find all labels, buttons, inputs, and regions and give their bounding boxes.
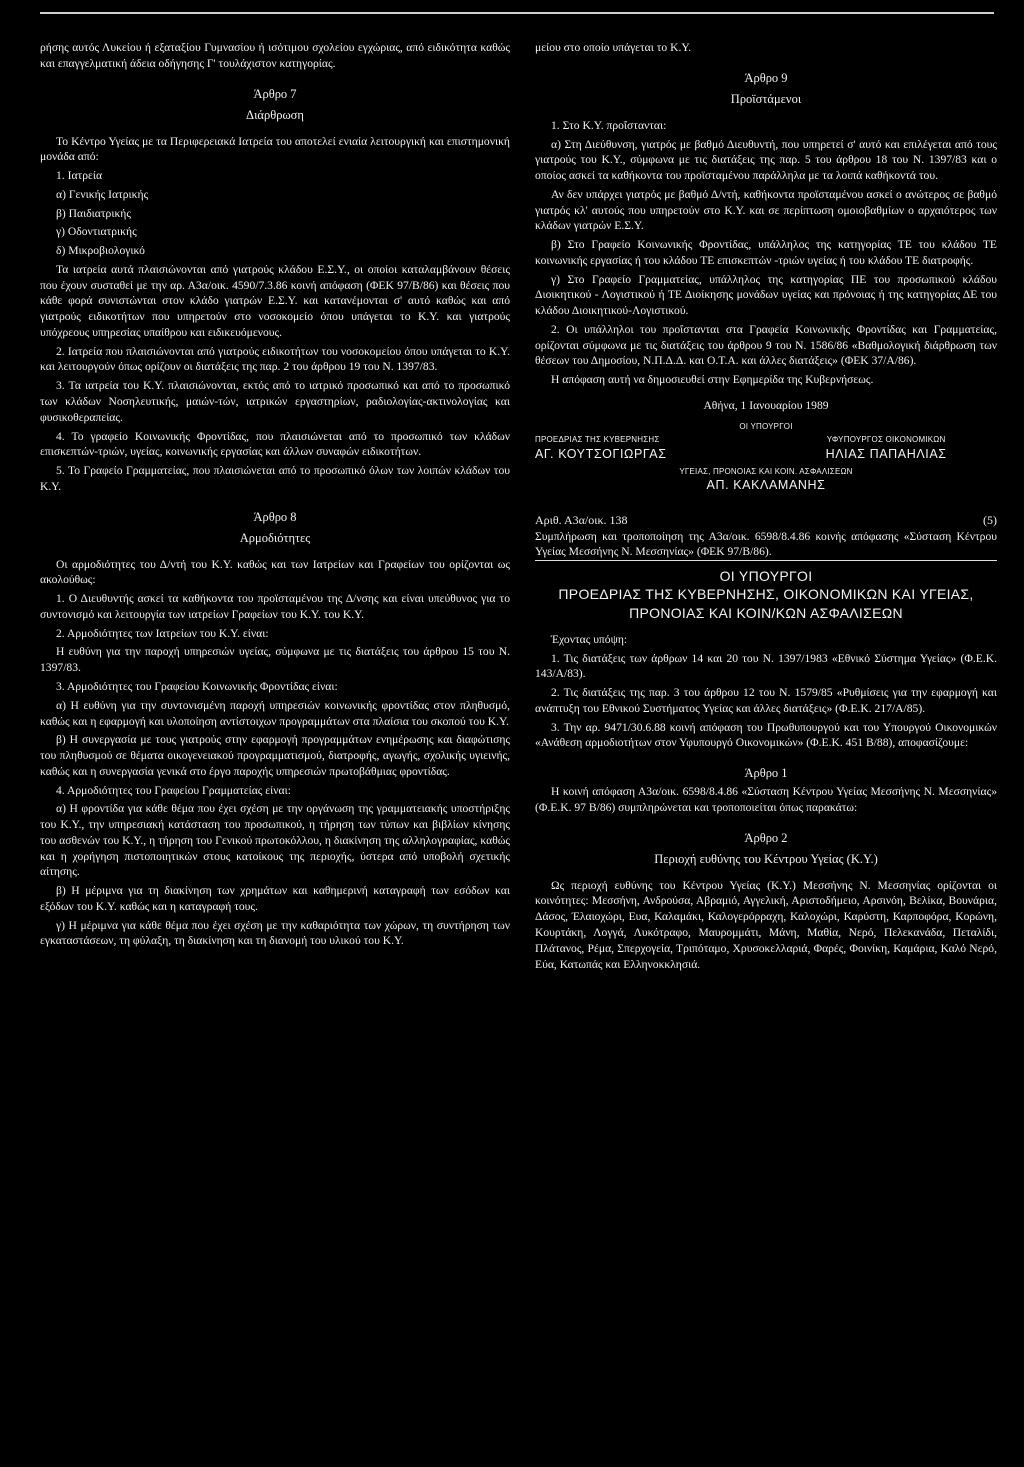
list-item: δ) Μικροβιολογικό bbox=[56, 244, 145, 258]
article-8-paragraph: Η ευθύνη για την παροχή υπηρεσιών υγείας, σύμφωνα με τις διατάξεις του άρθρου 15 του Ν. 1397/83. bbox=[40, 645, 510, 675]
ministers-heading-line: ΠΡΟΕΔΡΙΑΣ ΤΗΣ ΚΥΒΕΡΝΗΣΗΣ, ΟΙΚΟΝΟΜΙΚΩΝ ΚΑΙ ΥΓΕΙΑΣ, ΠΡΟΝΟΙΑΣ ΚΑΙ ΚΟΙΝ/ΚΩΝ ΑΣΦΑΛΙΣΕΩΝ bbox=[558, 586, 974, 621]
article-9-subtitle: Προϊστάμενοι bbox=[730, 91, 802, 106]
continuation-line: μείου στο οποίο υπάγεται το Κ.Υ. bbox=[535, 41, 692, 54]
article-9-paragraph: Αν δεν υπάρχει γιατρός με βαθμό Δ/ντή, καθήκοντα προϊσταμένου ασκεί ο ανώτερος σε βαθμό γιατρός κλ' αυτούς που υπηρετούν στο Κ.Υ. και σε περίπτωση ομοιοβαθμίων ο αρχαιότερος των κλάδων γιατρών Ε.Σ.Υ. bbox=[535, 187, 997, 233]
article-7-paragraph: 5. Το Γραφείο Γραμματείας, που πλαισιώνεται από το προσωπικό όλων των λοιπών κλάδων του Κ.Υ. bbox=[40, 464, 510, 493]
signature-block bbox=[535, 435, 757, 463]
article-8-paragraph: 3. Αρμοδιότητες του Γραφείου Κοινωνικής Φροντίδας είναι: bbox=[56, 679, 338, 693]
article-8-subtitle: Αρμοδιότητες bbox=[239, 530, 311, 545]
reference-index: (5) bbox=[983, 513, 997, 528]
article-8-paragraph: α) Η ευθύνη για την συντονισμένη παροχή υπηρεσιών κοινωνικής φροντίδας στον πληθυσμό, καθώς και η εφαρμογή και υλοποίηση αντίστοιχων προγραμμάτων στα πλαίσια του σκοπού του Κ.Υ. bbox=[40, 698, 510, 728]
article-8-paragraph: β) Η μέριμνα για τη διακίνηση των χρημάτων και καθημερινή καταγραφή των εσόδων και εξόδων του Κ.Υ. καθώς και η καταγραφή τους. bbox=[40, 884, 510, 913]
article-9-paragraph: 2. Οι υπάλληλοι του προΐστανται στα Γραφεία Κοινωνικής Φροντίδας και Γραμματείας, ορίζονται σύμφωνα με τις διατάξεις του άρθρου 9 του Ν. 1586/86 «Βαθμολογική διάρθρωση των θέσεων του Δημοσίου, Ν.Π.Δ.Δ. και Ο.Τ.Α. και άλλες διατάξεις» (ΦΕΚ 37/Α/86). bbox=[535, 322, 997, 368]
left-column bbox=[40, 40, 510, 952]
article-7-paragraph: 4. Το γραφείο Κοινωνικής Φροντίδας, που πλαισιώνεται από το προσωπικό των κλάδων επισκεπτών-τριών, υγείας, κοινωνικής εργασίας και άλλων συναφών ειδικοτήτων. bbox=[40, 429, 510, 459]
article-9-paragraph: γ) Στο Γραφείο Γραμματείας, υπάλληλος της κατηγορίας ΠΕ του προσωπικού κλάδου Διοικητικού - Λογιστικού ή ΤΕ Διοίκησης μονάδων υγείας και πρόνοιας ή της κατηγορίας ΔΕ του κλάδου Διοικητικού-Λογιστικού. bbox=[535, 272, 997, 318]
article-8-paragraph: 1. Ο Διευθυντής ασκεί τα καθήκοντα του προϊσταμένου της Δ/νσης και είναι υπεύθυνος για το συντονισμό και λειτουργία των ιατρείων Γραφείων του Κ.Υ. του Κ.Υ. bbox=[40, 592, 510, 621]
signature-name: ΗΛΙΑΣ ΠΑΠΑΗΛΙΑΣ bbox=[825, 446, 947, 461]
signature-role: ΠΡΟΕΔΡΙΑΣ ΤΗΣ ΚΥΒΕΡΝΗΣΗΣ bbox=[535, 434, 660, 444]
article-9-title: Άρθρο 9 bbox=[744, 70, 788, 85]
article-7-paragraph: 3. Τα ιατρεία του Κ.Υ. πλαισιώνονται, εκτός από το ιατρικό προσωπικό και από το προσωπικό των κλάδων Νοσηλευτικής, μαιών-τών, ιατρικών εργαστηρίων, ραδιολογίας-ακτινολογίας και φυσικοθεραπείας. bbox=[40, 379, 510, 424]
ministers-label: ΟΙ ΥΠΟΥΡΓΟΙ bbox=[739, 421, 793, 431]
article-8-title: Άρθρο 8 bbox=[253, 509, 297, 524]
article-8-paragraph: 2. Αρμοδιότητες των Ιατρείων του Κ.Υ. είναι: bbox=[56, 626, 269, 640]
article-8-paragraph: 4. Αρμοδιότητες του Γραφείου Γραμματείας είναι: bbox=[56, 783, 291, 797]
article-7-title: Άρθρο 7 bbox=[253, 86, 297, 101]
article-7-paragraph: Τα ιατρεία αυτά πλαισιώνονται από γιατρούς κλάδου Ε.Σ.Υ., οι οποίοι καταλαμβάνουν θέσεις που έχουν συσταθεί με την αρ. Α3α/οικ. 4590/7.3.86 κοινή απόφαση (ΦΕΚ 97/Β/86) και θέσεις που κάθε φορά συνιστώνται στον κλάδο γιατρών Ε.Σ.Υ. και κατανέμονται σ' αυτό καθώς και από γιατρούς ειδικοτήτων που υπηρετούν στο νοσοκομείο όπου υπάγεται το Κ.Υ. και γιατρούς υπόχρεους υπηρεσίας υπαίθρου και ειδικευόμενους. bbox=[40, 262, 510, 339]
signature-block bbox=[535, 467, 997, 495]
ministers-heading-line: ΟΙ ΥΠΟΥΡΓΟΙ bbox=[719, 568, 813, 585]
article-2-title: Άρθρο 2 bbox=[744, 830, 788, 845]
signature-name: ΑΠ. ΚΑΚΛΑΜΑΝΗΣ bbox=[706, 478, 826, 493]
reference-line bbox=[535, 512, 997, 528]
article-7-subtitle: Διάρθρωση bbox=[246, 107, 304, 122]
intro-paragraph: ρήσης αυτός Λυκείου ή εξαταξίου Γυμνασίου ή ισότιμου σχολείου εγχώριας, από ειδικότητα καθώς και επαγγελματική άδεια οδήγησης Γ' τουλάχιστον κατηγορίας. bbox=[40, 41, 510, 70]
consideration-item: 3. Την αρ. 9471/30.6.88 κοινή απόφαση του Πρωθυπουργού και του Υπουργού Οικονομικών «Ανάθεση αρμοδιοτήτων στον Υφυπουργό Οικονομικών» (Φ.Ε.Κ. 451 Β/88), αποφασίζουμε: bbox=[535, 720, 997, 750]
right-column bbox=[535, 40, 997, 975]
article-7-paragraph: 2. Ιατρεία που πλαισιώνονται από γιατρούς ειδικοτήτων του νοσοκομείου όπου υπάγεται το Κ.Υ. και λειτουργούν όπως ορίζουν οι διατάξεις της παρ. 2 του άρθρου 19 του Ν. 1397/83. bbox=[40, 344, 510, 374]
article-7-paragraph: Το Κέντρο Υγείας με τα Περιφερειακά Ιατρεία του αποτελεί ενιαία λειτουργική και επιστημονική μονάδα από: bbox=[40, 134, 510, 164]
list-item: γ) Οδοντιατρικής bbox=[56, 225, 137, 239]
having-label: Έχοντας υπόψη: bbox=[551, 632, 628, 646]
signature-name: ΑΓ. ΚΟΥΤΣΟΓΙΩΡΓΑΣ bbox=[535, 446, 667, 461]
top-rule bbox=[40, 12, 994, 14]
list-item: 1. Ιατρεία bbox=[56, 169, 103, 183]
article-8-paragraph: γ) Η μέριμνα για κάθε θέμα που έχει σχέση με την καθαριότητα των χώρων, τη συντήρηση των εγκαταστάσεων, τη φύλαξη, τη διακίνηση και τη διανομή του υλικού του Κ.Υ. bbox=[40, 918, 510, 948]
ministers-heading bbox=[535, 567, 997, 622]
article-2-paragraph: Ως περιοχή ευθύνης του Κέντρου Υγείας (Κ.Υ.) Μεσσήνης Ν. Μεσσηνίας ορίζονται οι κοινότητες: Μεσσήνη, Ανδρούσα, Αβραμιό, Αγγελική, Αριστοδήμειο, Αρσινόη, Βελίκα, Βουνάρια, Δάσος, Έλαιοχώρι, Ευα, Καλαμάκι, Καλογερόρραχη, Καλοχώρι, Καρύστη, Καρποφόρα, Κορώνη, Κουρτάκη, Λογγά, Λυκότραφο, Μαυρομμάτι, Μάνη, Μαθία, Νερό, Πελεκανάδα, Πεταλίδι, Πλάτανος, Ρέμα, Σπερχογεία, Τριπόταμο, Χρυσοκελλαριά, Φαρές, Φοινίκη, Καμάρια, Καλό Νερό, Εύα, Κατωπάς και Ελληνοκκλησιά. bbox=[535, 878, 997, 971]
consideration-item: 1. Τις διατάξεις των άρθρων 14 και 20 του Ν. 1397/1983 «Εθνικό Σύστημα Υγείας» (Φ.Ε.Κ. 143/Α/83). bbox=[535, 651, 997, 681]
publication-order: Η απόφαση αυτή να δημοσιευθεί στην Εφημερίδα της Κυβερνήσεως. bbox=[551, 373, 874, 387]
list-item: α) Γενικής Ιατρικής bbox=[56, 187, 149, 201]
article-9-paragraph: 1. Στο Κ.Υ. προΐστανται: bbox=[551, 118, 667, 132]
consideration-item: 2. Τις διατάξεις της παρ. 3 του άρθρου 12 του Ν. 1579/85 «Ρυθμίσεις για την εφαρμογή και ανάπτυξη του Εθνικού Συστήματος Υγείας και άλλες διατάξεις» (Φ.Ε.Κ. 217/Α/85). bbox=[535, 686, 997, 715]
reference-number: Αριθ. Α3α/οικ. 138 bbox=[535, 513, 628, 528]
article-9-paragraph: β) Στο Γραφείο Κοινωνικής Φροντίδας, υπάλληλος της κατηγορίας ΤΕ του κλάδου ΤΕ κοινωνικής εργασίας ή του κλάδου ΤΕ επισκεπτών -τριών υγείας ή του κλάδου ΤΕ διατροφής. bbox=[535, 238, 997, 267]
signature-block bbox=[775, 435, 997, 463]
list-item: β) Παιδιατρικής bbox=[56, 206, 131, 220]
article-8-paragraph: α) Η φροντίδα για κάθε θέμα που έχει σχέση με την οργάνωση της γραμματειακής υποστήριξης του Κ.Υ., την υπηρεσιακή κατάσταση του προσωπικού, η τήρηση των τύπων και βιβλίων κίνησης του ασθενών του Κ.Υ., η τήρηση του Γενικού πρωτοκόλλου, η διακίνηση της αλληλογραφίας, καθώς και η χορήγηση πιστοποιητικών στους κατοίκους της περιοχής, ύστερα από υποβολή σχετικής αίτησης. bbox=[40, 802, 510, 879]
article-8-paragraph: β) Η συνεργασία με τους γιατρούς στην εφαρμογή προγραμμάτων ενημέρωσης και διαφώτισης του πληθυσμού σε θέματα οικογενειακού προγραμματισμού, διατροφής, αγωγής, σχολικής υγιεινής, καθώς και η συνεργασία γενικά στο έργο παροχής υπηρεσιών πρωτοβάθμιας φροντίδας. bbox=[40, 733, 510, 778]
signature-row bbox=[535, 435, 997, 463]
article-2-subtitle: Περιοχή ευθύνης του Κέντρου Υγείας (Κ.Υ.) bbox=[654, 851, 878, 866]
article-8-paragraph: Οι αρμοδιότητες του Δ/ντή του Κ.Υ. καθώς και των Ιατρείων και Γραφείων του ορίζονται ως ακολούθως: bbox=[40, 557, 510, 587]
reference-description: Συμπλήρωση και τροποποίηση της Α3α/οικ. 6598/8.4.86 κοινής απόφασης «Σύσταση Κέντρου Υγείας Μεσσήνης Ν. Μεσσηνίας» (ΦΕΚ 97/Β/86). bbox=[535, 529, 997, 562]
article-1-paragraph: Η κοινή απόφαση Α3α/οικ. 6598/8.4.86 «Σύσταση Κέντρου Υγείας Μεσσήνης Ν. Μεσσηνίας» (Φ.Ε.Κ. 97 Β/86) συμπληρώνεται και τροποποιείται όπως παρακάτω: bbox=[535, 785, 997, 814]
signature-role: ΥΦΥΠΟΥΡΓΟΣ ΟΙΚΟΝΟΜΙΚΩΝ bbox=[826, 434, 946, 444]
date-line: Αθήνα, 1 Ιανουαρίου 1989 bbox=[703, 399, 829, 413]
signature-role: ΥΓΕΙΑΣ, ΠΡΟΝΟΙΑΣ ΚΑΙ ΚΟΙΝ. ΑΣΦΑΛΙΣΕΩΝ bbox=[679, 466, 853, 476]
article-1-title: Άρθρο 1 bbox=[744, 766, 788, 781]
article-9-paragraph: α) Στη Διεύθυνση, γιατρός με βαθμό Διευθυντή, που υπηρετεί σ' αυτό και επιλέγεται από τους γιατρούς του Κ.Υ., σύμφωνα με τις διατάξεις της παρ. 5 του άρθρου 18 του Ν. 1397/83 και ο οποίος ασκεί τα καθήκοντα του προϊσταμένου παράλληλα με τα λοιπά καθήκοντά του. bbox=[535, 137, 997, 183]
